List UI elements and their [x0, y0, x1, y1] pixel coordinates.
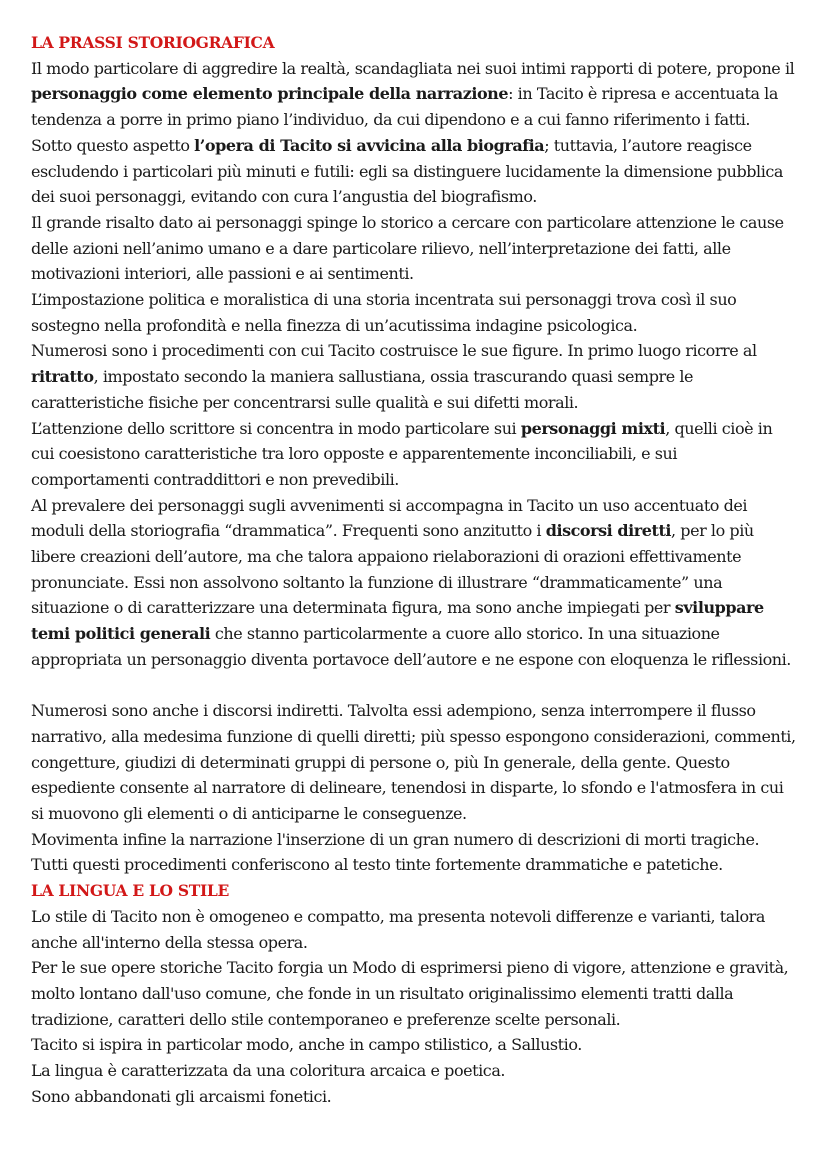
text-run: Numerosi sono i procedimenti con cui Tacito costruisce le sue figure. In primo luogo ricorre al: [31, 341, 757, 361]
blank-line: [31, 673, 798, 699]
bold-text: l’opera di Tacito si avvicina alla biografia: [194, 135, 545, 155]
text-run: , quelli cioè in cui coesistono caratteristiche tra loro opposte e apparentemente inconciliabili, e sui comportamenti contraddittori e non prevedibili.: [31, 418, 773, 489]
paragraph-stile-omogeneo: Lo stile di Tacito non è omogeneo e compatto, ma presenta notevoli differenze e varianti, talora anche all'interno della stessa opera.: [31, 906, 765, 952]
bold-text: personaggio come elemento principale della narrazione: [31, 84, 509, 104]
paragraph-ritratto: [31, 338, 798, 415]
text-run: Al prevalere dei personaggi sugli avvenimenti si accompagna in Tacito un uso accentuato dei moduli della storiografia “drammatica”. Frequenti sono anzitutto i: [31, 495, 748, 541]
text-run: Sotto questo aspetto: [31, 135, 195, 155]
paragraph-biografia: [31, 133, 798, 210]
paragraph-risalto-personaggi: Il grande risalto dato ai personaggi spinge lo storico a cercare con particolare attenzione le cause delle azioni nell’animo umano e a dare particolare rilievo, nell’interpretazione dei fatti, alle motivazioni interiori, alle passioni e ai sentimenti.: [31, 212, 784, 284]
paragraph-personaggio: [31, 56, 798, 133]
text-run: L’attenzione dello scrittore si concentra in modo particolare sui: [31, 418, 521, 438]
bold-text: ritratto: [31, 367, 94, 387]
paragraph-discorsi-diretti: [31, 493, 798, 673]
paragraph-personaggi-mixti: [31, 416, 798, 493]
section-heading-prassi-storiografica: LA PRASSI STORIOGRAFICA: [31, 33, 275, 52]
paragraph-morti-tragiche: Movimenta infine la narrazione l'inserzione di un gran numero di descrizioni di morti tragiche.: [31, 829, 760, 849]
paragraph-impostazione-politica: L’impostazione politica e moralistica di una storia incentrata sui personaggi trova così il suo sostegno nella profondità e nella finezza di un’acutissima indagine psicologica.: [31, 290, 737, 335]
paragraph-coloritura-arcaica: La lingua è caratterizzata da una coloritura arcaica e poetica.: [31, 1061, 506, 1081]
bold-text: personaggi mixti: [520, 418, 666, 438]
text-run: che stanno particolarmente a cuore allo storico. In una situazione appropriata un personaggio diventa portavoce dell’autore e ne espone con eloquenza le riflessioni.: [31, 624, 791, 669]
bold-text: sviluppare temi politici generali: [31, 598, 764, 644]
text-run: , per lo più libere creazioni dell’autore, ma che talora appaiono rielaborazioni di orazioni effettivamente pronunciate. Essi non assolvono soltanto la funzione di illustrare “drammaticamente” una situazione o di caratterizzare una determinata figura, ma sono anche impiegati per: [31, 521, 754, 618]
bold-text: discorsi diretti: [545, 521, 672, 541]
text-run: , impostato secondo la maniera sallustiana, ossia trascurando quasi sempre le caratteristiche fisiche per concentrarsi sulle qualità e sui difetti morali.: [31, 367, 694, 412]
text-run: Il modo particolare di aggredire la realtà, scandagliata nei suoi intimi rapporti di potere, propone il: [31, 58, 795, 78]
text-run: ; tuttavia, l’autore reagisce escludendo i particolari più minuti e futili: egli sa distinguere lucidamente la dimensione pubblica dei suoi personaggi, evitando con cura l’angustia del biografismo.: [31, 135, 783, 207]
paragraph-tinte-drammatiche: Tutti questi procedimenti conferiscono al testo tinte fortemente drammatiche e patetiche.: [31, 855, 723, 875]
paragraph-discorsi-indiretti: Numerosi sono anche i discorsi indiretti. Talvolta essi adempiono, senza interrompere il flusso narrativo, alla medesima funzione di quelli diretti; più spesso espongono considerazioni, commenti, congetture, giudizi di determinati gruppi di persone o, più In generale, della gente. Questo espediente consente al narratore di delineare, tenendosi in disparte, lo sfondo e l'atmosfera in cui si muovono gli elementi o di anticiparne le conseguenze.: [31, 701, 796, 824]
paragraph-modo-esprimersi: Per le sue opere storiche Tacito forgia un Modo di esprimersi pieno di vigore, attenzione e gravità, molto lontano dall'uso comune, che fonde in un risultato originalissimo elementi tratti dalla tradizione, caratteri dello stile contemporaneo e preferenze scelte personali.: [31, 958, 789, 1029]
section-heading-lingua-stile: LA LINGUA E LO STILE: [31, 881, 230, 901]
text-run: : in Tacito è ripresa e accentuata la tendenza a porre in primo piano l’individuo, da cui dipendono e a cui fanno riferimento i fatti.: [31, 84, 778, 130]
paragraph-sallustio: Tacito si ispira in particolar modo, anche in campo stilistico, a Sallustio.: [31, 1035, 582, 1055]
paragraph-arcaismi-fonetici: Sono abbandonati gli arcaismi fonetici.: [31, 1086, 332, 1106]
